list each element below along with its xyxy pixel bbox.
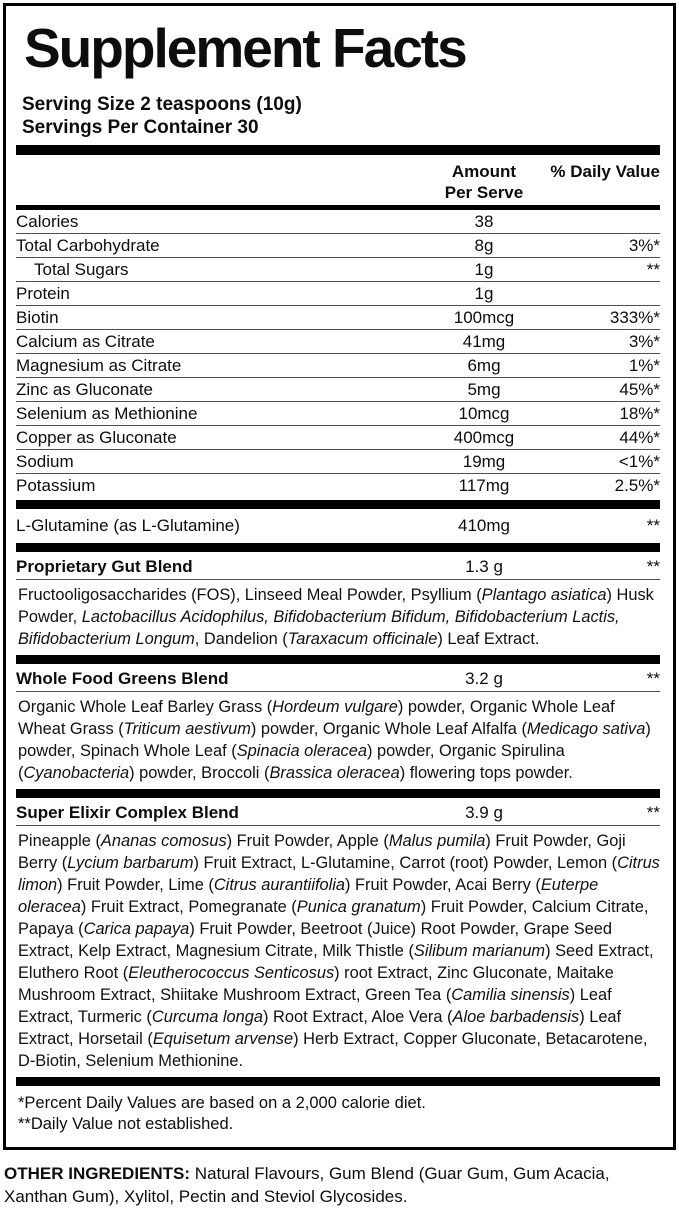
nutrient-row: [16, 378, 660, 402]
nutrient-daily-value: **: [646, 556, 660, 576]
nutrient-name: Protein: [16, 283, 70, 303]
header-divider: [16, 145, 660, 155]
nutrient-daily-value: 44%*: [619, 427, 660, 447]
nutrient-name: Super Elixir Complex Blend: [16, 802, 239, 822]
nutrient-name: Calories: [16, 211, 79, 231]
nutrient-name: Sodium: [16, 451, 74, 471]
nutrient-daily-value: 2.5%*: [614, 476, 660, 495]
nutrient-amount: 117mg: [458, 476, 510, 495]
nutrient-name: Total Carbohydrate: [16, 235, 160, 255]
amount-column-header: [394, 161, 574, 203]
nutrient-row: [16, 426, 660, 450]
nutrient-amount: 19mg: [462, 451, 506, 471]
blend-description: Fructooligosaccharides (FOS), Linseed Meal Powder, Psyllium (Plantago asiatica) Husk Powder, Lactobacillus Acidophilus, Bifidobacterium Bifidum, Bifidobacterium Lactis, Bifidobacterium Longum, Dandelion (Taraxacum officinale) Leaf Extract.: [18, 586, 654, 648]
nutrient-name: Calcium as Citrate: [16, 331, 155, 351]
nutrient-row: [16, 282, 660, 306]
nutrient-row: [16, 210, 660, 234]
nutrient-row: [16, 330, 660, 354]
nutrient-amount: 3.2 g: [465, 668, 503, 688]
nutrient-daily-value: **: [646, 259, 660, 279]
nutrient-amount: 5mg: [467, 379, 501, 399]
nutrient-row: [16, 354, 660, 378]
section-divider: [16, 500, 660, 509]
nutrient-daily-value: 333%*: [609, 307, 660, 327]
section-divider: [16, 543, 660, 552]
nutrient-daily-value: 3%*: [628, 235, 660, 255]
blend-description: Organic Whole Leaf Barley Grass (Hordeum vulgare) powder, Organic Whole Leaf Wheat Grass (Triticum aestivum) powder, Organic Whole Leaf Alfalfa (Medicago sativa) powder, Spinach Whole Leaf (Spinacia oleracea) powder, Organic Spirulina (Cyanobacteria) powder, Broccoli (Brassica oleracea) flowering tops powder.: [18, 698, 651, 782]
nutrient-daily-value: **: [646, 802, 660, 822]
nutrient-name: Selenium as Methionine: [16, 403, 198, 423]
nutrient-amount: 8g: [474, 235, 494, 255]
nutrient-name: Total Sugars: [34, 259, 129, 279]
panel-title: Supplement Facts: [24, 17, 466, 79]
other-ingredients-heading: OTHER INGREDIENTS:: [4, 1164, 191, 1183]
nutrient-table: [16, 210, 660, 1086]
amount-column-header-line1: Amount: [451, 162, 517, 181]
nutrient-name: Whole Food Greens Blend: [16, 668, 229, 688]
columns-header: [16, 155, 660, 205]
footnotes: [16, 1093, 660, 1143]
amount-column-header-line2: Per Serve: [444, 183, 524, 202]
other-ingredients-text: Natural Flavours, Gum Blend (Guar Gum, Gum Acacia, Xanthan Gum), Xylitol, Pectin and Steviol Glycosides.: [4, 1164, 610, 1206]
nutrient-name: L-Glutamine (as L-Glutamine): [16, 516, 240, 535]
nutrient-daily-value: <1%*: [618, 451, 660, 471]
daily-value-column-header: % Daily Value: [550, 162, 660, 181]
blend-row: [16, 554, 660, 580]
blend-row: [16, 666, 660, 692]
section-divider: [16, 789, 660, 798]
nutrient-amount: 1.3 g: [465, 556, 503, 576]
nutrient-amount: 1g: [474, 283, 494, 303]
supplement-label: [0, 3, 679, 1208]
serving-size: Serving Size 2 teaspoons (10g): [22, 94, 302, 115]
nutrient-amount: 41mg: [462, 331, 506, 351]
nutrient-daily-value: 1%*: [628, 355, 660, 375]
nutrient-row: [16, 511, 660, 541]
blend-row: [16, 800, 660, 826]
nutrient-daily-value: **: [646, 668, 660, 688]
nutrient-row: [16, 306, 660, 330]
nutrient-amount: 3.9 g: [465, 802, 503, 822]
section-divider: [16, 655, 660, 664]
nutrient-name: Copper as Gluconate: [16, 427, 177, 447]
footnote-dv-not-established: **Daily Value not established.: [18, 1115, 234, 1133]
nutrient-name: Zinc as Gluconate: [16, 379, 154, 399]
nutrient-daily-value: **: [646, 516, 660, 535]
footnote-daily-values: *Percent Daily Values are based on a 2,000 calorie diet.: [18, 1094, 426, 1112]
nutrient-row: [16, 402, 660, 426]
nutrient-row: [16, 234, 660, 258]
nutrient-name: Proprietary Gut Blend: [16, 556, 193, 576]
nutrient-name: Magnesium as Citrate: [16, 355, 182, 375]
supplement-facts-panel: [3, 3, 676, 1150]
nutrient-name: Potassium: [16, 476, 96, 495]
nutrient-amount: 400mcg: [453, 427, 515, 447]
nutrient-row: [16, 474, 660, 498]
nutrient-amount: 1g: [474, 259, 494, 279]
nutrient-daily-value: 3%*: [628, 331, 660, 351]
blend-description: Pineapple (Ananas comosus) Fruit Powder, Apple (Malus pumila) Fruit Powder, Goji Berry (Lycium barbarum) Fruit Extract, L-Glutamine, Carrot (root) Powder, Lemon (Citrus limon) Fruit Powder, Lime (Citrus aurantiifolia) Fruit Powder, Acai Berry (Euterpe oleracea) Fruit Extract, Pomegranate (Punica granatum) Fruit Powder, Calcium Citrate, Papaya (Carica papaya) Fruit Powder, Beetroot (Juice) Root Powder, Grape Seed Extract, Kelp Extract, Magnesium Citrate, Milk Thistle (Silibum marianum) Seed Extract, Eluthero Root (Eleutherococcus Senticosus) root Extract, Zinc Gluconate, Maitake Mushroom Extract, Shiitake Mushroom Extract, Green Tea (Camilia sinensis) Leaf Extract, Turmeric (Curcuma longa) Root Extract, Aloe Vera (Aloe barbadensis) Leaf Extract, Horsetail (Equisetum arvense) Herb Extract, Copper Gluconate, Betacarotene, D-Biotin, Selenium Methionine.: [18, 832, 660, 1070]
nutrient-amount: 10mcg: [458, 403, 510, 423]
nutrient-name: Biotin: [16, 307, 59, 327]
nutrient-row: [16, 258, 660, 282]
servings-per-container: Servings Per Container 30: [22, 117, 259, 138]
nutrient-amount: 100mcg: [453, 307, 515, 327]
nutrient-amount: 410mg: [458, 516, 510, 535]
nutrient-daily-value: 45%*: [619, 379, 660, 399]
other-ingredients: [4, 1162, 677, 1208]
nutrient-row: [16, 450, 660, 474]
nutrient-amount: 38: [474, 211, 494, 231]
section-divider: [16, 1077, 660, 1086]
nutrient-daily-value: 18%*: [619, 403, 660, 423]
nutrient-amount: 6mg: [467, 355, 501, 375]
